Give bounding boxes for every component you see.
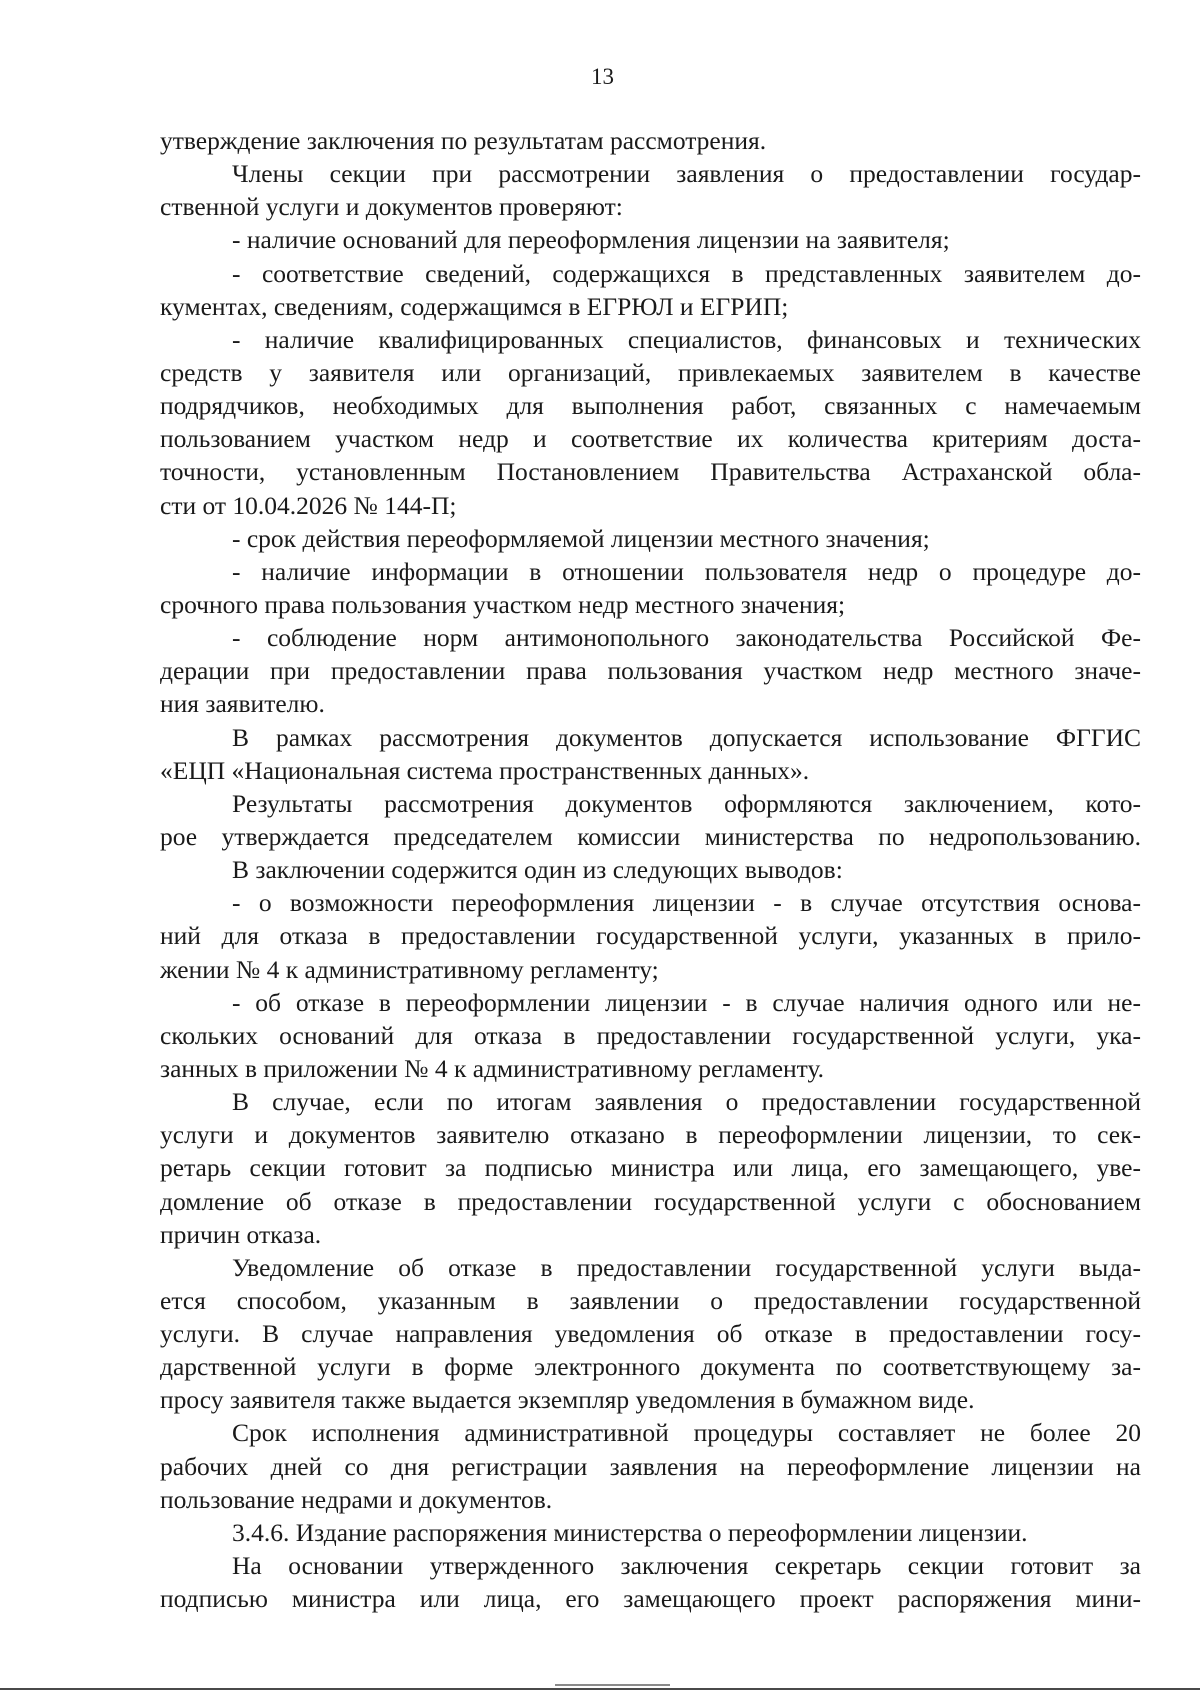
text-line: Результаты рассмотрения документов оформляются заключением, кото- xyxy=(232,788,1141,818)
page-bottom-rule xyxy=(0,1688,1200,1690)
text-line: ний для отказа в предоставлении государственной услуги, указанных в прило- xyxy=(160,921,1141,951)
text-line: причин отказа. xyxy=(160,1219,322,1249)
text-line: В рамках рассмотрения документов допускается использование ФГГИС xyxy=(232,722,1141,752)
text-line: - об отказе в переоформлении лицензии - в случае наличия одного или не- xyxy=(232,987,1141,1017)
text-line: сти от 10.04.2026 № 144-П; xyxy=(160,490,457,520)
text-line: точности, установленным Постановлением Правительства Астраханской обла- xyxy=(160,457,1141,487)
text-line: просу заявителя также выдается экземпляр уведомления в бумажном виде. xyxy=(160,1385,975,1415)
text-line: Уведомление об отказе в предоставлении государственной услуги выда- xyxy=(232,1252,1141,1282)
text-line: пользованием участком недр и соответствие их количества критериям доста- xyxy=(160,424,1141,454)
text-line: домление об отказе в предоставлении государственной услуги с обоснованием xyxy=(160,1186,1141,1216)
text-line: - соответствие сведений, содержащихся в представленных заявителем до- xyxy=(232,258,1141,288)
page-bottom-mark xyxy=(555,1684,670,1686)
document-body xyxy=(160,124,1141,1615)
text-line: подписью министра или лица, его замещающего проект распоряжения мини- xyxy=(160,1584,1141,1614)
text-line: Срок исполнения административной процедуры составляет не более 20 xyxy=(232,1418,1141,1448)
text-line: средств у заявителя или организаций, привлекаемых заявителем в качестве xyxy=(160,357,1141,387)
text-line: рабочих дней со дня регистрации заявления на переоформление лицензии на xyxy=(160,1451,1141,1481)
text-line: 3.4.6. Издание распоряжения министерства о переоформлении лицензии. xyxy=(232,1517,1028,1547)
text-line: ственной услуги и документов проверяют: xyxy=(160,192,623,222)
text-line: скольких оснований для отказа в предоставлении государственной услуги, ука- xyxy=(160,1020,1141,1050)
text-line: ретарь секции готовит за подписью министра или лица, его замещающего, уве- xyxy=(160,1153,1141,1183)
text-line: дерации при предоставлении права пользования участком недр местного значе- xyxy=(160,656,1141,686)
text-line: - о возможности переоформления лицензии - в случае отсутствия основа- xyxy=(232,888,1141,918)
text-line: В заключении содержится один из следующих выводов: xyxy=(232,855,843,885)
text-line: - наличие оснований для переоформления лицензии на заявителя; xyxy=(232,225,950,255)
text-line: услуги. В случае направления уведомления об отказе в предоставлении госу- xyxy=(160,1319,1141,1349)
text-line: На основании утвержденного заключения секретарь секции готовит за xyxy=(232,1551,1141,1581)
text-line: дарственной услуги в форме электронного документа по соответствующему за- xyxy=(160,1352,1141,1382)
page-number: 13 xyxy=(591,64,614,89)
text-line: рое утверждается председателем комиссии министерства по недропользованию. xyxy=(160,821,1141,851)
text-line: пользование недрами и документов. xyxy=(160,1484,553,1514)
text-line: подрядчиков, необходимых для выполнения работ, связанных с намечаемым xyxy=(160,391,1141,421)
text-line: услуги и документов заявителю отказано в переоформлении лицензии, то сек- xyxy=(160,1120,1141,1150)
text-line: ния заявителю. xyxy=(160,689,325,719)
text-line: занных в приложении № 4 к административному регламенту. xyxy=(160,1053,825,1083)
text-line: - наличие информации в отношении пользователя недр о процедуре до- xyxy=(232,556,1141,586)
text-line: кументах, сведениям, содержащимся в ЕГРЮЛ и ЕГРИП; xyxy=(160,291,789,321)
text-line: жении № 4 к административному регламенту; xyxy=(160,954,659,984)
text-line: утверждение заключения по результатам рассмотрения. xyxy=(160,126,767,155)
text-line: Члены секции при рассмотрении заявления о предоставлении государ- xyxy=(232,159,1141,189)
text-line: - соблюдение норм антимонопольного законодательства Российской Фе- xyxy=(232,623,1141,653)
text-line: В случае, если по итогам заявления о предоставлении государственной xyxy=(232,1087,1141,1117)
text-line: - наличие квалифицированных специалистов, финансовых и технических xyxy=(232,324,1141,354)
text-line: срочного права пользования участком недр местного значения; xyxy=(160,589,846,619)
text-line: ется способом, указанным в заявлении о предоставлении государственной xyxy=(160,1285,1141,1315)
text-line: «ЕЦП «Национальная система пространственных данных». xyxy=(160,755,810,785)
text-line: - срок действия переоформляемой лицензии местного значения; xyxy=(232,523,930,553)
